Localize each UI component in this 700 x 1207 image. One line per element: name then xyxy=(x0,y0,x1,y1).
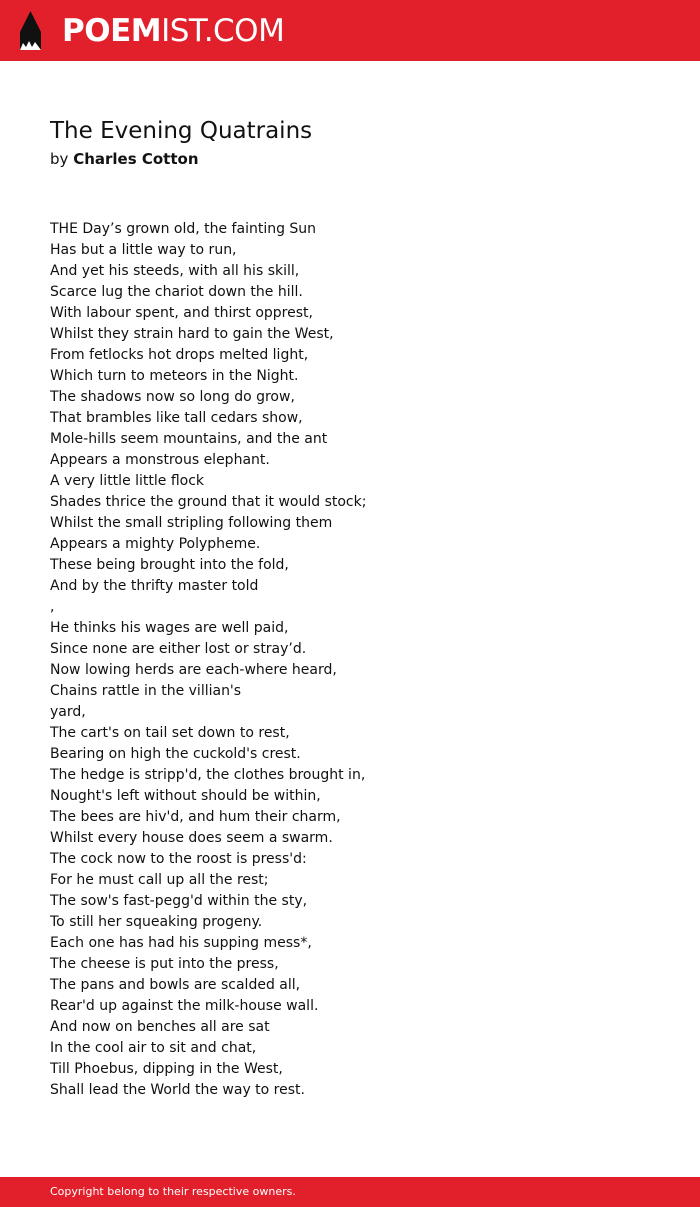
poem-line: He thinks his wages are well paid, xyxy=(50,620,289,636)
poem-line: And yet his steeds, with all his skill, xyxy=(50,263,300,279)
poem-line: The shadows now so long do grow, xyxy=(50,389,295,405)
poem-line: The pans and bowls are scalded all, xyxy=(50,977,301,993)
poem-line: Which turn to meteors in the Night. xyxy=(50,368,299,384)
site-footer xyxy=(0,1177,700,1207)
poem-line: And now on benches all are sat xyxy=(50,1019,270,1035)
poem-title: The Evening Quatrains xyxy=(50,118,313,144)
by-label: by xyxy=(50,150,69,168)
poem-line: Shades thrice the ground that it would stock; xyxy=(50,494,367,510)
poem-line: yard, xyxy=(50,704,86,720)
byline xyxy=(50,148,199,170)
poem-line: Whilst they strain hard to gain the West, xyxy=(50,326,334,342)
poem-line: THE Day’s grown old, the fainting Sun xyxy=(50,221,317,237)
poem-line: The sow's fast-pegg'd within the sty, xyxy=(50,893,308,909)
pencil-icon xyxy=(18,10,43,51)
poem-line: The cheese is put into the press, xyxy=(50,956,279,972)
poem-line: , xyxy=(50,599,55,615)
site-logo-link[interactable] xyxy=(62,11,284,51)
poem-line: The bees are hiv'd, and hum their charm, xyxy=(50,809,341,825)
poem-line: Each one has had his supping mess*, xyxy=(50,935,312,951)
poem-line: Mole-hills seem mountains, and the ant xyxy=(50,431,328,447)
poem-line: To still her squeaking progeny. xyxy=(50,914,263,930)
poem-line: In the cool air to sit and chat, xyxy=(50,1040,257,1056)
poem-line: Whilst the small stripling following them xyxy=(50,515,333,531)
poem-line: These being brought into the fold, xyxy=(50,557,289,573)
poem-line: The cock now to the roost is press'd: xyxy=(50,851,307,867)
poem-line: Has but a little way to run, xyxy=(50,242,237,258)
poem-line: A very little little flock xyxy=(50,473,205,489)
poem-line: For he must call up all the rest; xyxy=(50,872,269,888)
poem-line: Chains rattle in the villian's xyxy=(50,683,242,699)
poem-body xyxy=(50,219,650,1101)
poem-line: Whilst every house does seem a swarm. xyxy=(50,830,333,846)
poem-line: Since none are either lost or stray’d. xyxy=(50,641,307,657)
poem-line: The hedge is stripp'd, the clothes brought in, xyxy=(50,767,366,783)
poem-line: That brambles like tall cedars show, xyxy=(50,410,303,426)
logo-text-bold: POEM xyxy=(62,13,162,49)
poem-line: Till Phoebus, dipping in the West, xyxy=(50,1061,283,1077)
poem-line: Appears a mighty Polypheme. xyxy=(50,536,261,552)
poem-line: Rear'd up against the milk-house wall. xyxy=(50,998,319,1014)
poem-line: From fetlocks hot drops melted light, xyxy=(50,347,309,363)
poem-line: And by the thrifty master told xyxy=(50,578,259,594)
poem-line: Shall lead the World the way to rest. xyxy=(50,1082,305,1098)
poem-line: Appears a monstrous elephant. xyxy=(50,452,270,468)
author-name: Charles Cotton xyxy=(73,150,199,168)
copyright-text: Copyright belong to their respective owners. xyxy=(50,1185,296,1198)
logo-text-light: IST.COM xyxy=(161,13,285,49)
poem-line: Scarce lug the chariot down the hill. xyxy=(50,284,303,300)
poem-line: Nought's left without should be within, xyxy=(50,788,321,804)
poem-line: Now lowing herds are each-where heard, xyxy=(50,662,337,678)
poem-line: With labour spent, and thirst opprest, xyxy=(50,305,313,321)
poem-line: The cart's on tail set down to rest, xyxy=(50,725,290,741)
poem-line: Bearing on high the cuckold's crest. xyxy=(50,746,301,762)
site-header xyxy=(0,0,700,61)
